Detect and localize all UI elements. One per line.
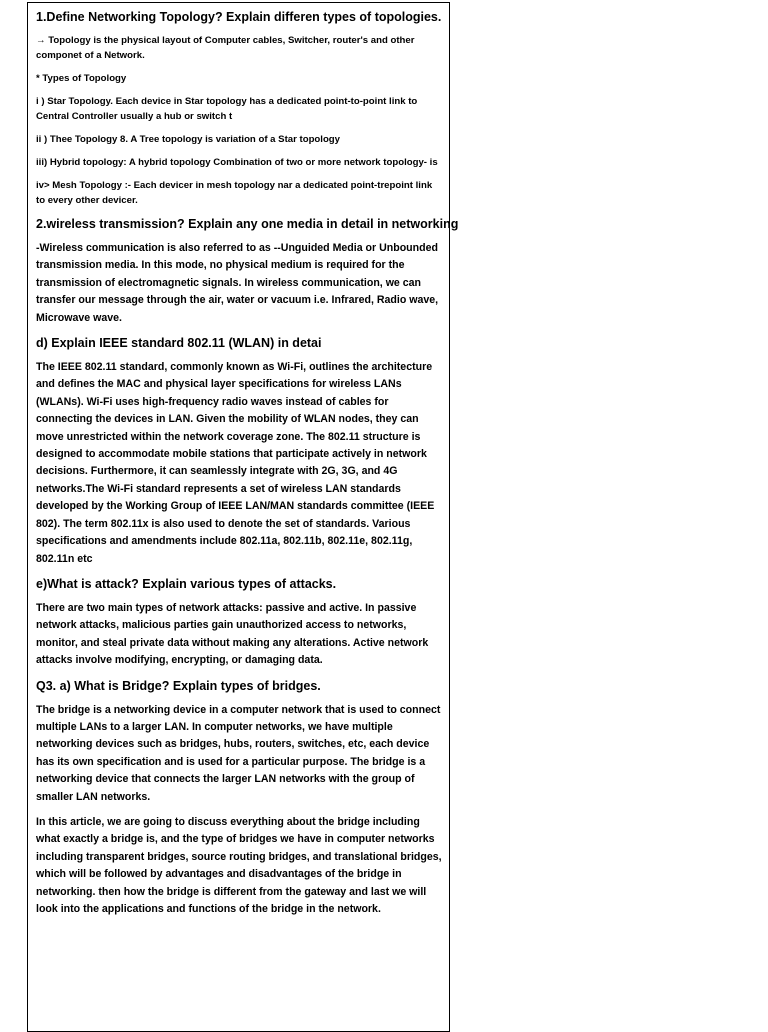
question-1-title: 1.Define Networking Topology? Explain differen types of topologies.: [36, 10, 442, 24]
question-e-title: e)What is attack? Explain various types of attacks.: [36, 576, 337, 591]
bridge-paragraph-1: The bridge is a networking device in a computer network that is used to connect multiple LANs to a larger LAN. In computer networks, we have multiple networking devices such as bridges, hubs, routers, switches, etc, each device has its own specification and is used for a particular purpose. The bridge is a networking device that connects the larger LAN networks with the group of smaller LAN networks.: [36, 703, 441, 803]
wireless-transmission-paragraph: -Wireless communication is also referred to as --Unguided Media or Unbounded transmission media. In this mode, no physical medium is required for the transmission of electromagnetic signals. In wireless communication, we can transfer our message through the air, water or vacuum i.e. Infrared, Radio wave, Microwave wave.: [36, 242, 439, 324]
document-content: [36, 9, 459, 926]
ieee-80211-paragraph: The IEEE 802.11 standard, commonly known as Wi-Fi, outlines the architecture and defines the MAC and physical layer specifications for wireless LANs (WLANs). Wi-Fi uses high-frequency radio waves instead of cables for connecting the devices in LAN. Given the mobility of WLAN nodes, they can move unrestricted within the network coverage zone. The 802.11 structure is designed to accommodate mobile stations that participate actively in network decisions. Furthermore, it can seamlessly integrate with 2G, 3G, and 4G networks.The Wi-Fi standard represents a set of wireless LAN standards developed by the Working Group of IEEE LAN/MAN standards committee (IEEE 802). The term 802.11x is also used to denote the set of standards. Various specifications and amendments include 802.11a, 802.11b, 802.11e, 802.11g, 802.11n etc: [36, 361, 435, 565]
document-page: [27, 2, 459, 1032]
question-3-title: Q3. a) What is Bridge? Explain types of bridges.: [36, 678, 321, 693]
bridge-paragraph-2: In this article, we are going to discuss everything about the bridge including what exactly a bridge is, and the type of bridges we have in computer networks including transparent bridges, source routing bridges, and translational bridges, which will be followed by advantages and disadvantages of the bridge in networking. then how the bridge is different from the gateway and last we will look into the applications and functions of the bridge in the network.: [36, 815, 442, 915]
hybrid-topology-item: iii) Hybrid topology: A hybrid topology Combination of two or more network topology- is: [36, 157, 438, 168]
topology-definition: → Topology is the physical layout of Computer cables, Switcher, router's and other componet of a Network.: [36, 35, 415, 61]
question-d-title: d) Explain IEEE standard 802.11 (WLAN) in detai: [36, 336, 322, 351]
mesh-topology-item: iv> Mesh Topology :- Each devicer in mesh topology nar a dedicated point-trepoint link to every other devicer.: [36, 180, 433, 206]
star-topology-item: i ) Star Topology. Each device in Star topology has a dedicated point-to-point link to Central Controller usually a hub or switch t: [36, 96, 418, 122]
question-2-title: 2.wireless transmission? Explain any one media in detail in networking: [36, 217, 459, 231]
network-attacks-paragraph: There are two main types of network attacks: passive and active. In passive network attacks, malicious parties gain unauthorized access to networks, monitor, and steal private data without making any alterations. Active network attacks involve modifying, encrypting, or damaging data.: [36, 601, 429, 667]
topology-types-heading: * Types of Topology: [36, 73, 127, 84]
tree-topology-item: ii ) Thee Topology 8. A Tree topology is variation of a Star topology: [36, 134, 341, 145]
